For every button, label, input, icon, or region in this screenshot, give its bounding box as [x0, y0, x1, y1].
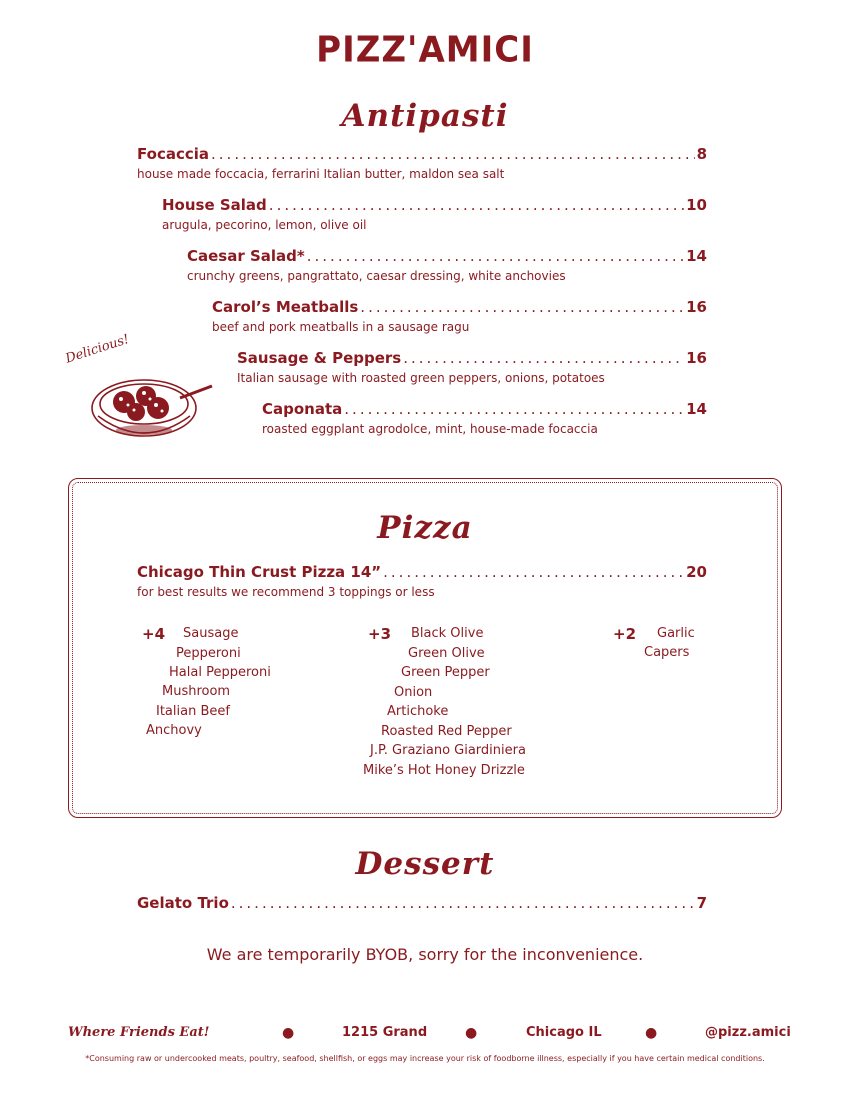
meatball-bowl-icon	[84, 368, 220, 448]
item-description: crunchy greens, pangrattato, caesar dressing, white anchovies	[187, 269, 566, 283]
item-name: Caponata	[262, 400, 343, 418]
topping-price-2: +2	[613, 625, 637, 643]
menu-item-sausage-peppers	[237, 349, 707, 385]
item-price: 16	[686, 349, 707, 367]
leader-dots	[383, 563, 684, 581]
footer-tagline: Where Friends Eat!	[68, 1025, 210, 1040]
menu-item-caponata	[262, 400, 707, 436]
item-name: Sausage & Peppers	[237, 349, 402, 367]
leader-dots	[269, 196, 684, 214]
topping-item: Capers	[644, 645, 690, 660]
item-name: Carol’s Meatballs	[212, 298, 359, 316]
item-price: 16	[686, 298, 707, 316]
topping-item: Black Olive	[411, 626, 484, 641]
item-description: for best results we recommend 3 toppings or less	[137, 585, 435, 599]
leader-dots	[360, 298, 684, 316]
item-price: 7	[696, 894, 707, 912]
footer-address: 1215 Grand	[342, 1025, 428, 1040]
leader-dots	[344, 400, 684, 418]
item-description: Italian sausage with roasted green peppers, onions, potatoes	[237, 371, 605, 385]
menu-item-gelato-trio	[137, 894, 707, 912]
topping-price-3: +3	[368, 625, 392, 643]
leader-dots	[307, 247, 684, 265]
topping-item: Garlic	[657, 626, 695, 641]
topping-item: Green Olive	[408, 646, 485, 661]
item-price: 14	[686, 247, 707, 265]
item-description: beef and pork meatballs in a sausage ragu	[212, 320, 470, 334]
topping-item: Sausage	[183, 626, 239, 641]
section-title-pizza: Pizza	[377, 510, 473, 546]
item-description: house made foccacia, ferrarini Italian butter, maldon sea salt	[137, 167, 505, 181]
menu-item-carols-meatballs	[212, 298, 707, 334]
item-description: roasted eggplant agrodolce, mint, house-made focaccia	[262, 422, 598, 436]
health-disclaimer: *Consuming raw or undercooked meats, poultry, seafood, shellfish, or eggs may increase your risk of foodborne illness, especially if you have certain medical conditions.	[85, 1054, 765, 1063]
menu-item-focaccia	[137, 145, 707, 181]
topping-item: Anchovy	[146, 723, 202, 738]
topping-item: Artichoke	[387, 704, 449, 719]
topping-price-4: +4	[142, 625, 166, 643]
menu-item-caesar-salad	[187, 247, 707, 283]
leader-dots	[403, 349, 684, 367]
section-title-dessert: Dessert	[355, 846, 495, 882]
item-price: 20	[686, 563, 707, 581]
item-price: 8	[696, 145, 707, 163]
topping-item: J.P. Graziano Giardiniera	[370, 743, 526, 758]
item-name: Chicago Thin Crust Pizza 14”	[137, 563, 382, 581]
footer-city: Chicago IL	[526, 1025, 602, 1040]
topping-item: Halal Pepperoni	[169, 665, 271, 680]
topping-item: Mushroom	[162, 684, 231, 699]
footer-social-handle[interactable]: @pizz.amici	[705, 1025, 791, 1040]
item-name: Gelato Trio	[137, 894, 229, 912]
item-price: 10	[686, 196, 707, 214]
item-name: Focaccia	[137, 145, 210, 163]
delicious-badge: Delicious!	[63, 331, 132, 367]
brand-logo: PIZZ'AMICI	[316, 29, 534, 71]
byob-notice: We are temporarily BYOB, sorry for the inconvenience.	[206, 945, 644, 964]
item-price: 14	[686, 400, 707, 418]
footer-bullet: ●	[465, 1025, 478, 1041]
topping-item: Italian Beef	[156, 704, 230, 719]
topping-item: Roasted Red Pepper	[381, 724, 512, 739]
leader-dots	[211, 145, 695, 163]
topping-item: Pepperoni	[176, 646, 241, 661]
footer-bullet: ●	[645, 1025, 658, 1041]
footer-bullet: ●	[282, 1025, 295, 1041]
item-name: Caesar Salad*	[187, 247, 305, 265]
topping-item: Onion	[394, 685, 433, 700]
section-title-antipasti: Antipasti	[341, 98, 509, 134]
leader-dots	[231, 894, 695, 912]
menu-item-house-salad	[162, 196, 707, 232]
topping-item: Green Pepper	[401, 665, 490, 680]
topping-item: Mike’s Hot Honey Drizzle	[363, 763, 525, 778]
item-name: House Salad	[162, 196, 267, 214]
menu-item-chicago-thin-crust	[137, 563, 707, 599]
item-description: arugula, pecorino, lemon, olive oil	[162, 218, 367, 232]
